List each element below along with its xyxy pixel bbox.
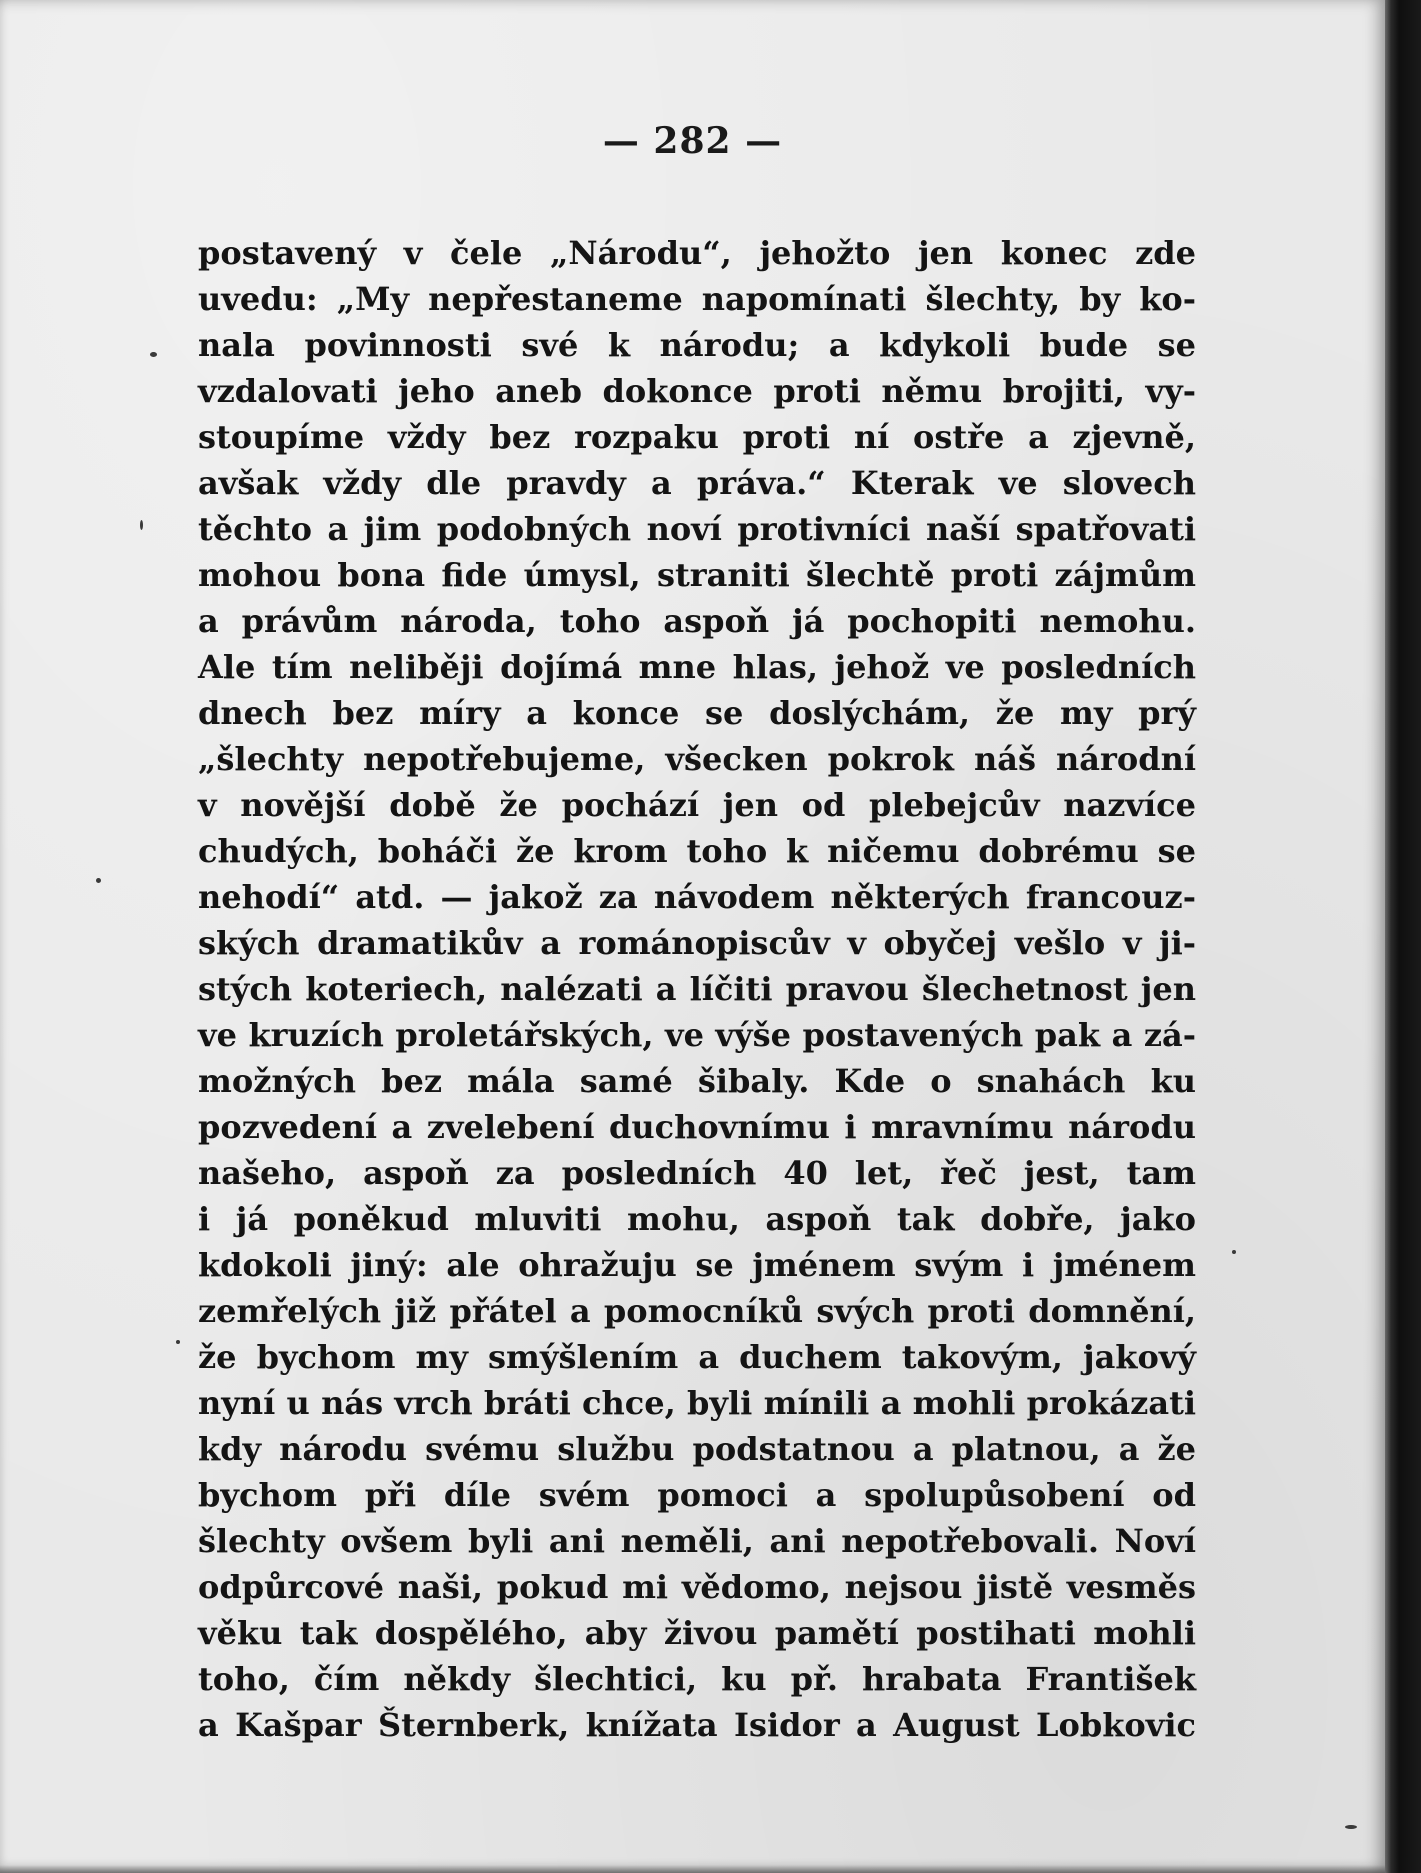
text-line: že bychom my smýšlením a duchem takovým, jakový [198,1338,1196,1376]
text-line: možných bez mála samé šibaly. Kde o snahách ku [198,1062,1196,1100]
text-line: nehodí“ atd. — jakož za návodem některých francouz- [198,878,1196,916]
print-speck [1232,1250,1236,1254]
text-line: odpůrcové naši, pokud mi vědomo, nejsou jistě vesměs [198,1568,1196,1606]
text-line: kdokoli jiný: ale ohražuju se jménem svým i jménem [198,1246,1196,1284]
text-line: v novější době že pochází jen od plebejcův nazvíce [198,786,1196,824]
text-line: našeho, aspoň za posledních 40 let, řeč jest, tam [198,1154,1196,1192]
text-line: bychom při díle svém pomoci a spolupůsobení od [198,1476,1196,1514]
text-line: zemřelých již přátel a pomocníků svých proti domnění, [198,1292,1196,1330]
text-line: a Kašpar Šternberk, knížata Isidor a August Lobkovic [198,1706,1196,1744]
text-line: věku tak dospělého, aby živou pamětí postihati mohli [198,1614,1196,1652]
text-line: mohou bona fide úmysl, straniti šlechtě proti zájmům [198,556,1196,594]
text-line: kdy národu svému službu podstatnou a platnou, a že [198,1430,1196,1468]
page-bottom-shadow [0,1865,1385,1873]
text-line: chudých, boháči že krom toho k ničemu dobrému se [198,832,1196,870]
text-line: nyní u nás vrch bráti chce, byli mínili a mohli prokázati [198,1384,1196,1422]
text-line: ve kruzích proletářských, ve výše postavených pak a zá- [198,1016,1196,1054]
text-line: postavený v čele „Národu“, jehožto jen konec zde [198,234,1196,272]
text-line: uvedu: „My nepřestaneme napomínati šlechty, by ko- [198,280,1196,318]
text-line: pozvedení a zvelebení duchovnímu i mravnímu národu [198,1108,1196,1146]
text-line: vzdalovati jeho aneb dokonce proti němu brojiti, vy- [198,372,1196,410]
print-speck [176,1340,180,1344]
text-line: toho, čím někdy šlechtici, ku př. hrabata František [198,1660,1196,1698]
text-line: ských dramatikův a románopiscův v obyčej vešlo v ji- [198,924,1196,962]
print-speck [1345,1825,1357,1829]
text-line: nala povinnosti své k národu; a kdykoli bude se [198,326,1196,364]
print-speck [140,520,143,530]
text-line: „šlechty nepotřebujeme, všecken pokrok náš národní [198,740,1196,778]
print-speck [150,352,157,357]
text-line: těchto a jim podobných noví protivníci naší spatřovati [198,510,1196,548]
text-line: dnech bez míry a konce se doslýchám, že my prý [198,694,1196,732]
text-line: šlechty ovšem byli ani neměli, ani nepotřebovali. Noví [198,1522,1196,1560]
page-number: — 282 — [602,120,783,162]
print-speck [96,878,101,883]
text-line: avšak vždy dle pravdy a práva.“ Kterak ve slovech [198,464,1196,502]
text-line: a právům národa, toho aspoň já pochopiti nemohu. [198,602,1196,640]
text-line: Ale tím neliběji dojímá mne hlas, jehož ve posledních [198,648,1196,686]
text-line: stoupíme vždy bez rozpaku proti ní ostře a zjevně, [198,418,1196,456]
body-text [198,230,1196,1748]
text-line: stých koteriech, nalézati a líčiti pravou šlechetnost jen [198,970,1196,1008]
text-line: i já poněkud mluviti mohu, aspoň tak dobře, jako [198,1200,1196,1238]
book-spine-edge [1385,0,1421,1873]
